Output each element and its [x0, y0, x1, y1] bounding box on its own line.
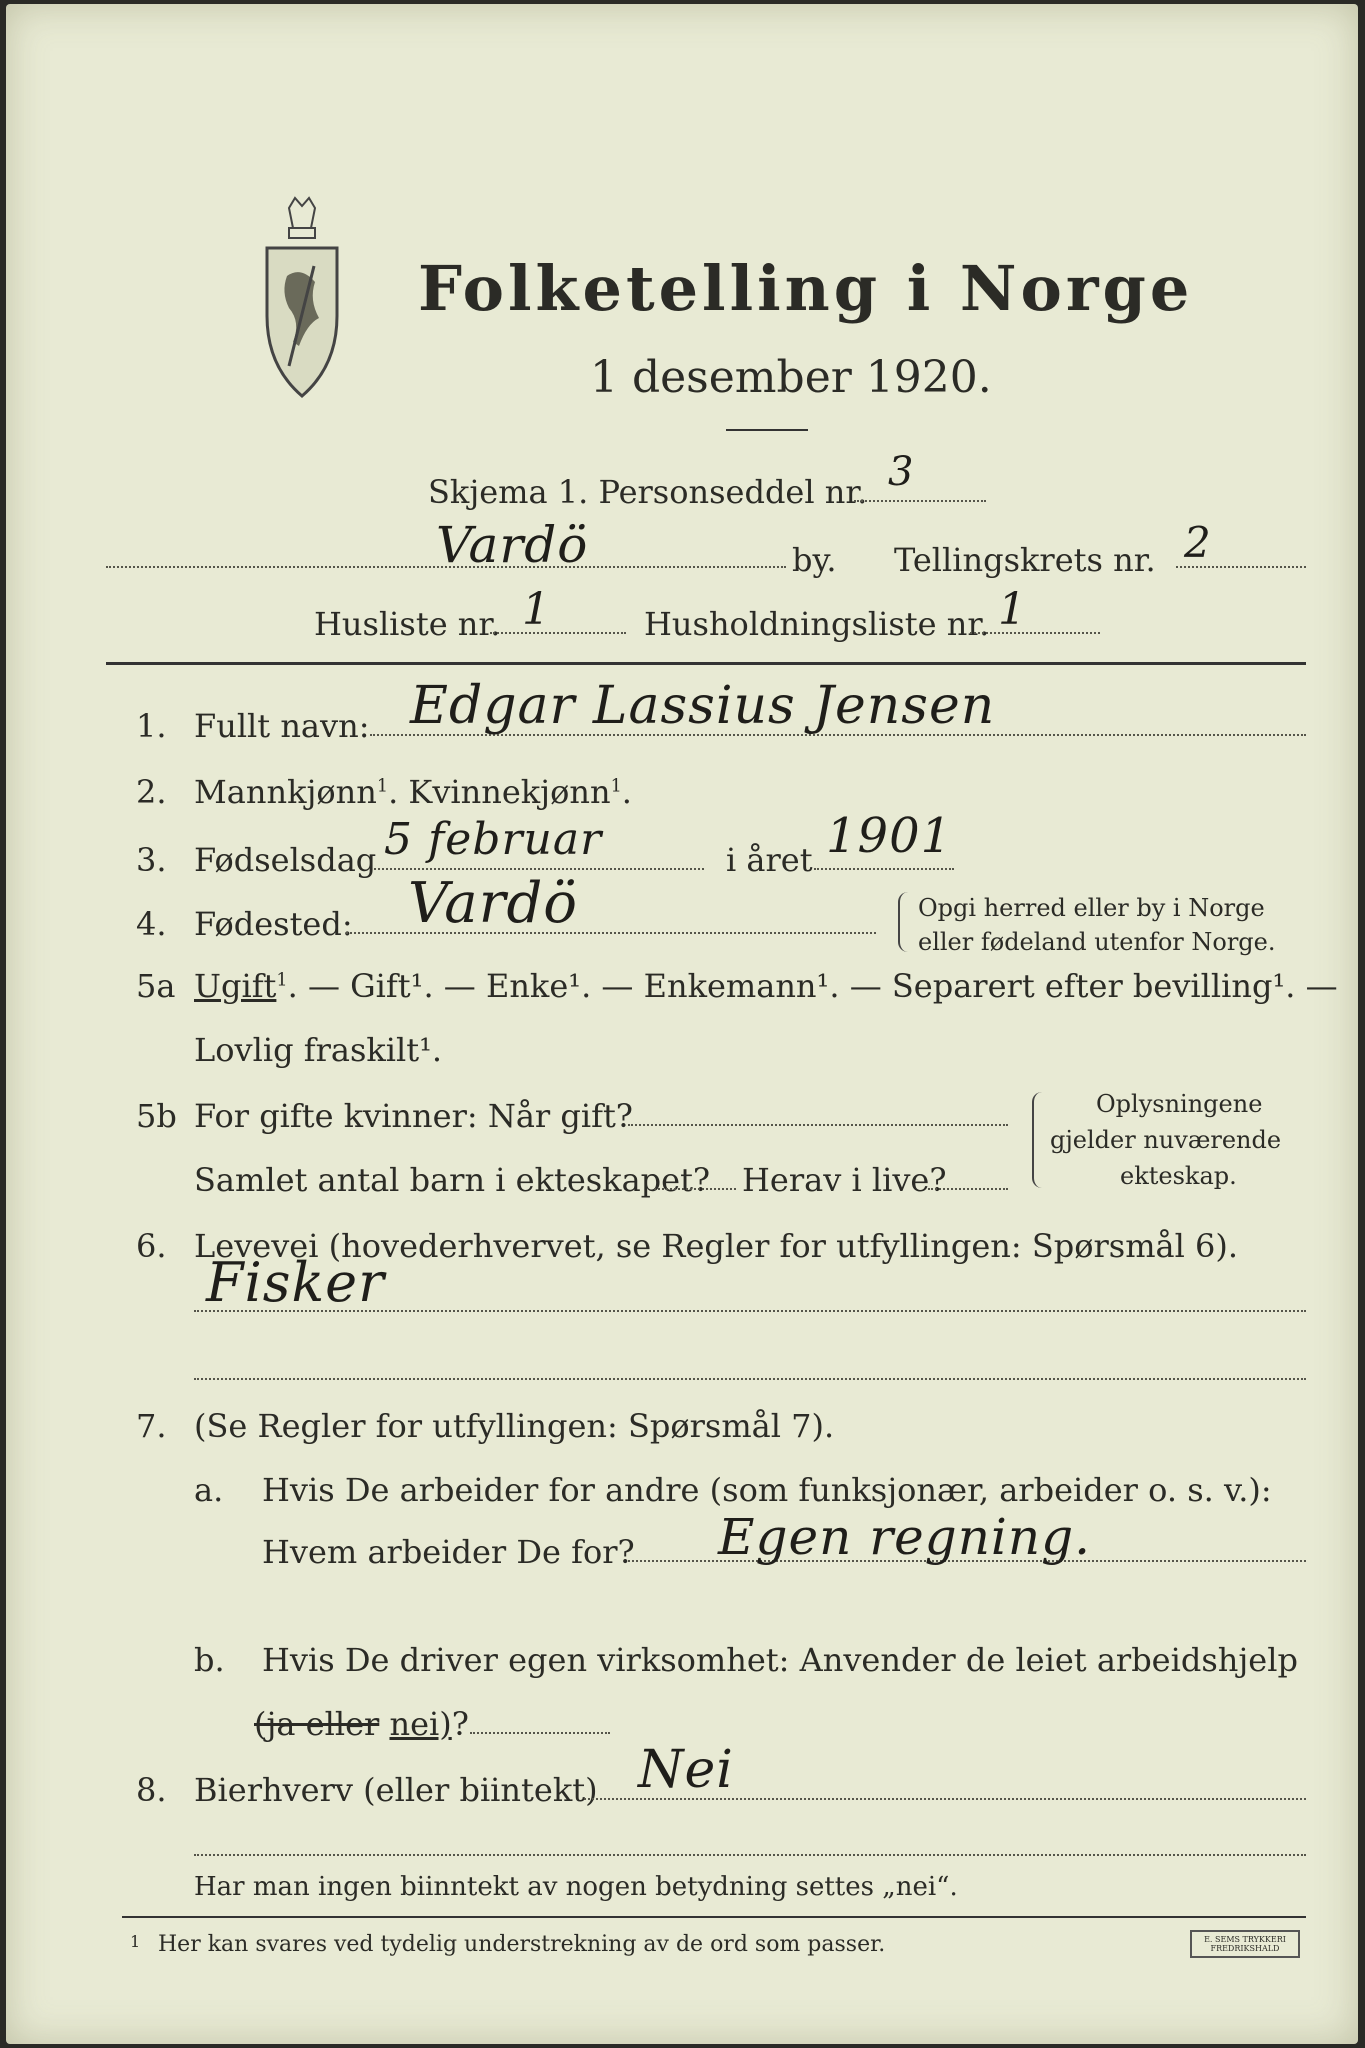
q7-label: (Se Regler for utfyllingen: Spørsmål 7).: [194, 1407, 835, 1445]
q7b-number: b.: [194, 1641, 225, 1679]
city-value[interactable]: Vardö: [436, 516, 589, 574]
q5b-line-1: [628, 1124, 1008, 1126]
husholdning-value[interactable]: 1: [998, 584, 1027, 635]
q8-value[interactable]: Nei: [638, 1740, 734, 1800]
q7b-nei[interactable]: nei): [389, 1705, 452, 1743]
q5b-line-3: [928, 1188, 1008, 1190]
q5b-note-1: Oplysningene: [1096, 1090, 1263, 1118]
title-divider: [726, 429, 808, 431]
printer-stamp: [1190, 1930, 1300, 1958]
q5b-line-2: [654, 1188, 736, 1190]
q5b-children-label: Samlet antal barn i ekteskapet?: [194, 1161, 711, 1199]
by-label: by.: [792, 541, 837, 579]
q6-number: 6.: [136, 1227, 167, 1265]
husliste-label: Husliste nr.: [314, 605, 501, 643]
form-title: Folketelling i Norge: [418, 252, 1194, 325]
census-form: [6, 4, 1358, 2044]
footnote-text: Her kan svares ved tydelig understrekning av de ord som passer.: [158, 1932, 886, 1957]
husholdning-label: Husholdningsliste nr.: [644, 605, 990, 643]
q5a-ugift-sup: 1: [276, 970, 288, 991]
q7b-qmark: ?: [451, 1705, 469, 1743]
q7b-ja[interactable]: (ja eller: [254, 1705, 380, 1743]
q2-sup-1: 1: [376, 776, 389, 797]
q4-label: Fødested:: [194, 905, 353, 943]
q6-label: Levevei (hovederhvervet, se Regler for utfyllingen: Spørsmål 6).: [194, 1227, 1239, 1265]
q5b-alive-label: Herav i live?: [742, 1161, 947, 1199]
personseddel-value[interactable]: 3: [888, 449, 915, 495]
q2-number: 2.: [136, 773, 167, 811]
q1-value[interactable]: Edgar Lassius Jensen: [410, 676, 996, 736]
husliste-value[interactable]: 1: [522, 584, 551, 635]
q5a-rest[interactable]: . — Gift¹. — Enke¹. — Enkemann¹. — Separert efter bevilling¹. —: [287, 967, 1338, 1005]
footer-note: Har man ingen biinntekt av nogen betydning settes „nei“.: [194, 1872, 958, 1902]
q4-number: 4.: [136, 905, 167, 943]
q7b-answer: [254, 1705, 469, 1743]
q7a-question: Hvem arbeider De for?: [262, 1533, 635, 1571]
tellingskrets-value[interactable]: 2: [1184, 518, 1212, 567]
q2-sup-2: 1: [610, 776, 622, 797]
q3-number: 3.: [136, 841, 167, 879]
q5a-options: [194, 967, 1338, 1005]
husholdning-line: [970, 632, 1100, 634]
q8-line-2: [194, 1854, 1306, 1856]
q5b-label: For gifte kvinner: Når gift?: [194, 1097, 633, 1135]
q3-year-line: [814, 868, 954, 870]
q8-label: Bierhverv (eller biintekt): [194, 1771, 598, 1809]
q3-label: Fødselsdag: [194, 841, 377, 879]
q4-brace: [898, 892, 908, 952]
footer-divider: [122, 1916, 1306, 1918]
q4-note-1: Opgi herred eller by i Norge: [918, 894, 1265, 922]
q5a-number: 5a: [136, 967, 176, 1005]
q7a-value[interactable]: Egen regning.: [718, 1508, 1091, 1566]
norwegian-coat-of-arms-icon: [259, 196, 345, 401]
q2-options: Mannkjønn$^1$. Kvinnekjønn$^1$.: [194, 773, 632, 811]
skjema-label: Skjema 1. Personseddel nr.: [428, 473, 868, 511]
form-date: 1 desember 1920.: [590, 352, 992, 403]
q4-note-2: eller fødeland utenfor Norge.: [918, 928, 1276, 956]
printer-stamp-line1: E. SEMS TRYKKERI: [1204, 1935, 1286, 1944]
q8-number: 8.: [136, 1771, 167, 1809]
q4-value[interactable]: Vardö: [408, 871, 579, 936]
q5b-number: 5b: [136, 1097, 177, 1135]
printer-stamp-line2: FREDRIKSHALD: [1210, 1944, 1280, 1953]
q1-label: Fullt navn:: [194, 707, 370, 745]
q5b-brace: [1032, 1092, 1044, 1188]
q5b-note-2: gjelder nuværende: [1050, 1126, 1282, 1154]
q7a-number: a.: [194, 1471, 224, 1509]
husliste-line: [490, 632, 626, 634]
q5b-note-3: ekteskap.: [1120, 1162, 1237, 1190]
personseddel-line: [854, 500, 986, 502]
header-divider: [106, 662, 1306, 665]
footnote-number: 1: [130, 1932, 141, 1951]
tellingskrets-label: Tellingskrets nr.: [894, 541, 1156, 579]
q5a-ugift[interactable]: Ugift: [194, 967, 277, 1005]
q3-line: [374, 868, 704, 870]
q2-mann[interactable]: Mannkjønn: [194, 773, 377, 811]
q7b-text: Hvis De driver egen virksomhet: Anvender de leiet arbeidshjelp: [262, 1641, 1298, 1679]
q7a-text: Hvis De arbeider for andre (som funksjonær, arbeider o. s. v.):: [262, 1471, 1272, 1509]
q3-year-label: i året: [726, 841, 813, 879]
q6-value[interactable]: Fisker: [206, 1251, 385, 1314]
q7b-line: [470, 1732, 610, 1734]
q3-year-value[interactable]: 1901: [826, 808, 953, 864]
q5a-line2[interactable]: Lovlig fraskilt¹.: [194, 1031, 443, 1069]
q6-line-2: [194, 1378, 1306, 1380]
q3-value[interactable]: 5 februar: [384, 814, 603, 865]
q7-number: 7.: [136, 1407, 167, 1445]
q2-kvinne[interactable]: Kvinnekjønn: [408, 773, 611, 811]
q1-number: 1.: [136, 707, 167, 745]
